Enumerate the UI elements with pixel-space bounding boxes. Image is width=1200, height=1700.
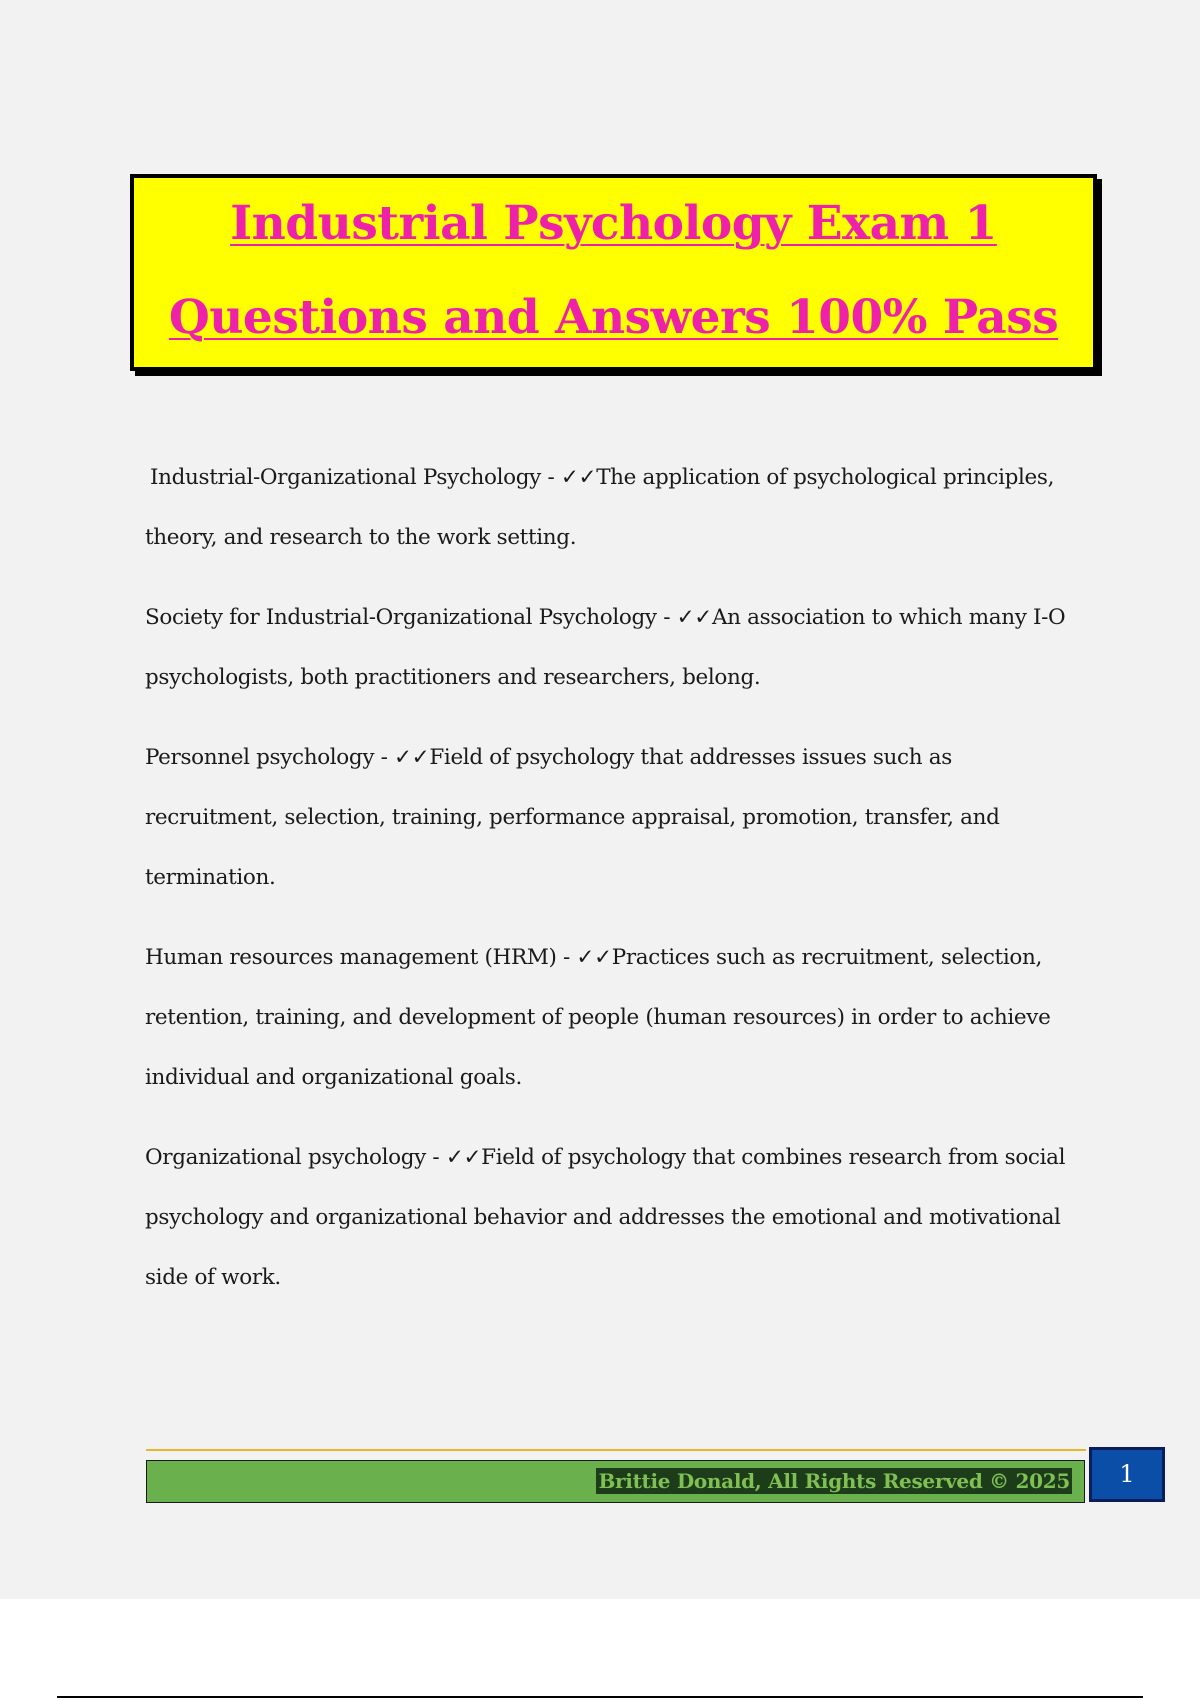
entry-definition: Field of psychology that combines research from social psychology and organizational behavior and addresses the emotional and motivational side of work. xyxy=(145,1145,1066,1290)
page-number: 1 xyxy=(1089,1447,1165,1502)
entry-definition: The application of psychological principles, theory, and research to the work setting. xyxy=(145,465,1055,550)
entry-term: Personnel psychology - xyxy=(145,745,394,770)
footer-rule xyxy=(146,1449,1086,1451)
footer-bar xyxy=(146,1460,1085,1503)
entry-term: Industrial-Organizational Psychology - xyxy=(150,465,561,490)
entry-definition: Field of psychology that addresses issues such as recruitment, selection, training, performance appraisal, promotion, transfer, and termination. xyxy=(145,745,1000,890)
title-line-1: Industrial Psychology Exam 1 xyxy=(230,196,997,251)
qa-list xyxy=(145,448,1085,1328)
qa-entry xyxy=(145,728,1085,908)
check-mark-icon: ✓✓ xyxy=(676,605,712,630)
page-separator xyxy=(57,1696,1143,1698)
title-banner xyxy=(130,174,1097,371)
title-line-2: Questions and Answers 100% Pass xyxy=(168,290,1059,345)
entry-term: Human resources management (HRM) - xyxy=(145,945,577,970)
entry-term: Organizational psychology - xyxy=(145,1145,446,1170)
qa-entry xyxy=(145,448,1085,568)
check-mark-icon: ✓✓ xyxy=(445,1145,482,1170)
entry-definition: Practices such as recruitment, selection, retention, training, and development of people (human resources) in order to achieve individual and organizational goals. xyxy=(145,945,1051,1090)
qa-entry xyxy=(145,1128,1085,1308)
check-mark-icon: ✓✓ xyxy=(560,465,597,490)
qa-entry xyxy=(145,928,1085,1108)
qa-entry xyxy=(145,588,1085,708)
entry-term: Society for Industrial-Organizational Psychology - xyxy=(145,605,677,630)
check-mark-icon: ✓✓ xyxy=(394,745,430,770)
footer-copyright: Brittie Donald, All Rights Reserved © 2025 xyxy=(598,1469,1070,1493)
entry-definition: An association to which many I-O psychologists, both practitioners and researchers, belong. xyxy=(145,605,1066,690)
check-mark-icon: ✓✓ xyxy=(576,945,612,970)
